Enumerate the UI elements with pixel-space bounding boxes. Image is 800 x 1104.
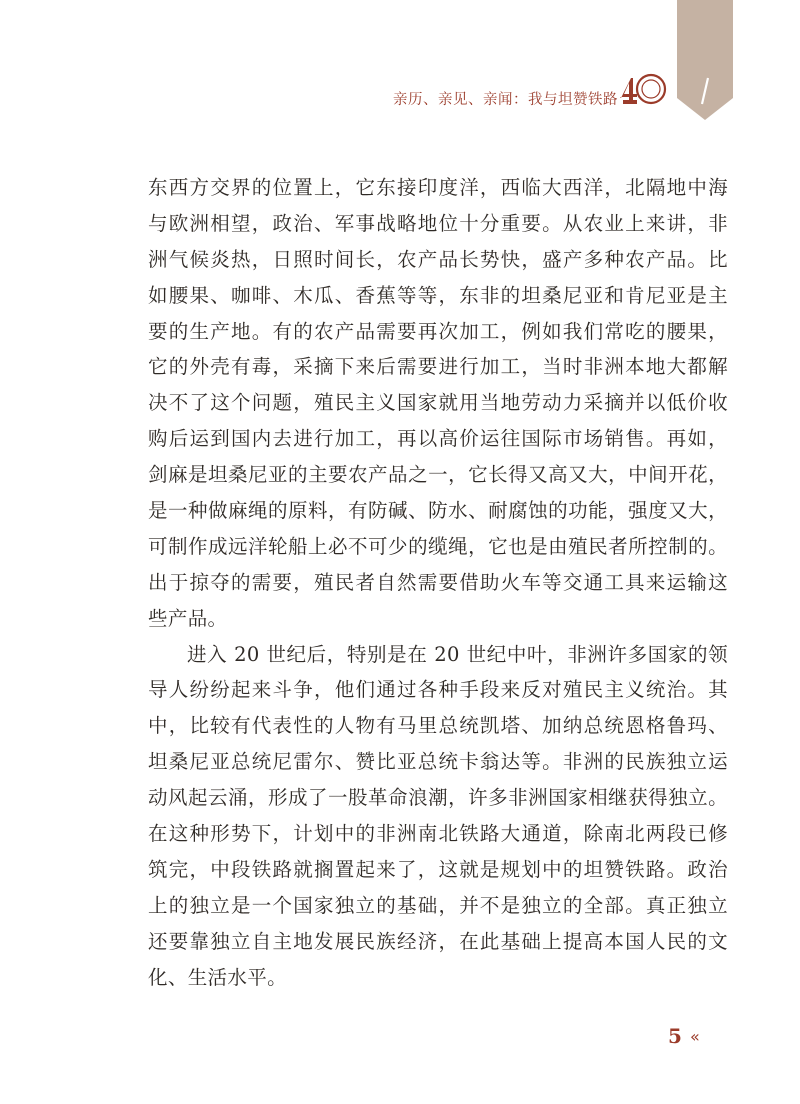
text-line: 上的独立是一个国家独立的基础，并不是独立的全部。真正独立 [148,893,728,917]
body-text [148,170,728,995]
text-line: 洲气候炎热，日照时间长，农产品长势快，盛产多种农产品。比 [148,247,728,271]
text-line: 还要靠独立自主地发展民族经济，在此基础上提高本国人民的文 [148,929,728,953]
page-number: 5 [668,1024,682,1048]
anniversary-logo-icon [615,72,675,106]
text-line: 决不了这个问题，殖民主义国家就用当地劳动力采摘并以低价收 [148,391,728,415]
text-line: 些产品。 [148,606,228,630]
text-line: 如腰果、咖啡、木瓜、香蕉等等，东非的坦桑尼亚和肯尼亚是主 [148,283,728,307]
page-arrow-icon: « [690,1027,698,1046]
text-line: 可制作成远洋轮船上必不可少的缆绳，它也是由殖民者所控制的。 [148,534,728,558]
text-line: 与欧洲相望，政治、军事战略地位十分重要。从农业上来讲，非 [148,211,728,235]
chapter-corner-tab [677,0,733,120]
text-line: 要的生产地。有的农产品需要再次加工，例如我们常吃的腰果， [148,319,728,343]
text-line: 出于掠夺的需要，殖民者自然需要借助火车等交通工具来运输这 [148,570,728,594]
text-line: 购后运到国内去进行加工，再以高价运往国际市场销售。再如， [148,427,728,451]
text-line: 剑麻是坦桑尼亚的主要农产品之一，它长得又高又大，中间开花， [148,463,728,487]
text-line: 中，比较有代表性的人物有马里总统凯塔、加纳总统恩格鲁玛、 [148,714,728,738]
text-line: 它的外壳有毒，采摘下来后需要进行加工，当时非洲本地大都解 [148,355,728,379]
text-line: 东西方交界的位置上，它东接印度洋，西临大西洋，北隔地中海 [148,176,728,199]
text-line: 坦桑尼亚总统尼雷尔、赞比亚总统卡翁达等。非洲的民族独立运 [148,750,728,774]
text-line: 动风起云涌，形成了一股革命浪潮，许多非洲国家相继获得独立。 [148,786,728,810]
text-line: 进入 20 世纪后，特别是在 20 世纪中叶，非洲许多国家的领 [187,642,728,666]
text-line: 筑完，中段铁路就搁置起来了，这就是规划中的坦赞铁路。政治 [148,857,728,881]
text-line: 导人纷纷起来斗争，他们通过各种手段来反对殖民主义统治。其 [148,678,728,702]
text-line: 在这种形势下，计划中的非洲南北铁路大通道，除南北两段已修 [148,822,728,846]
text-line: 化、生活水平。 [148,965,287,989]
running-header-title: 亲历、亲见、亲闻：我与坦赞铁路 [393,92,618,108]
text-line: 是一种做麻绳的原料，有防碱、防水、耐腐蚀的功能，强度又大， [148,499,728,523]
